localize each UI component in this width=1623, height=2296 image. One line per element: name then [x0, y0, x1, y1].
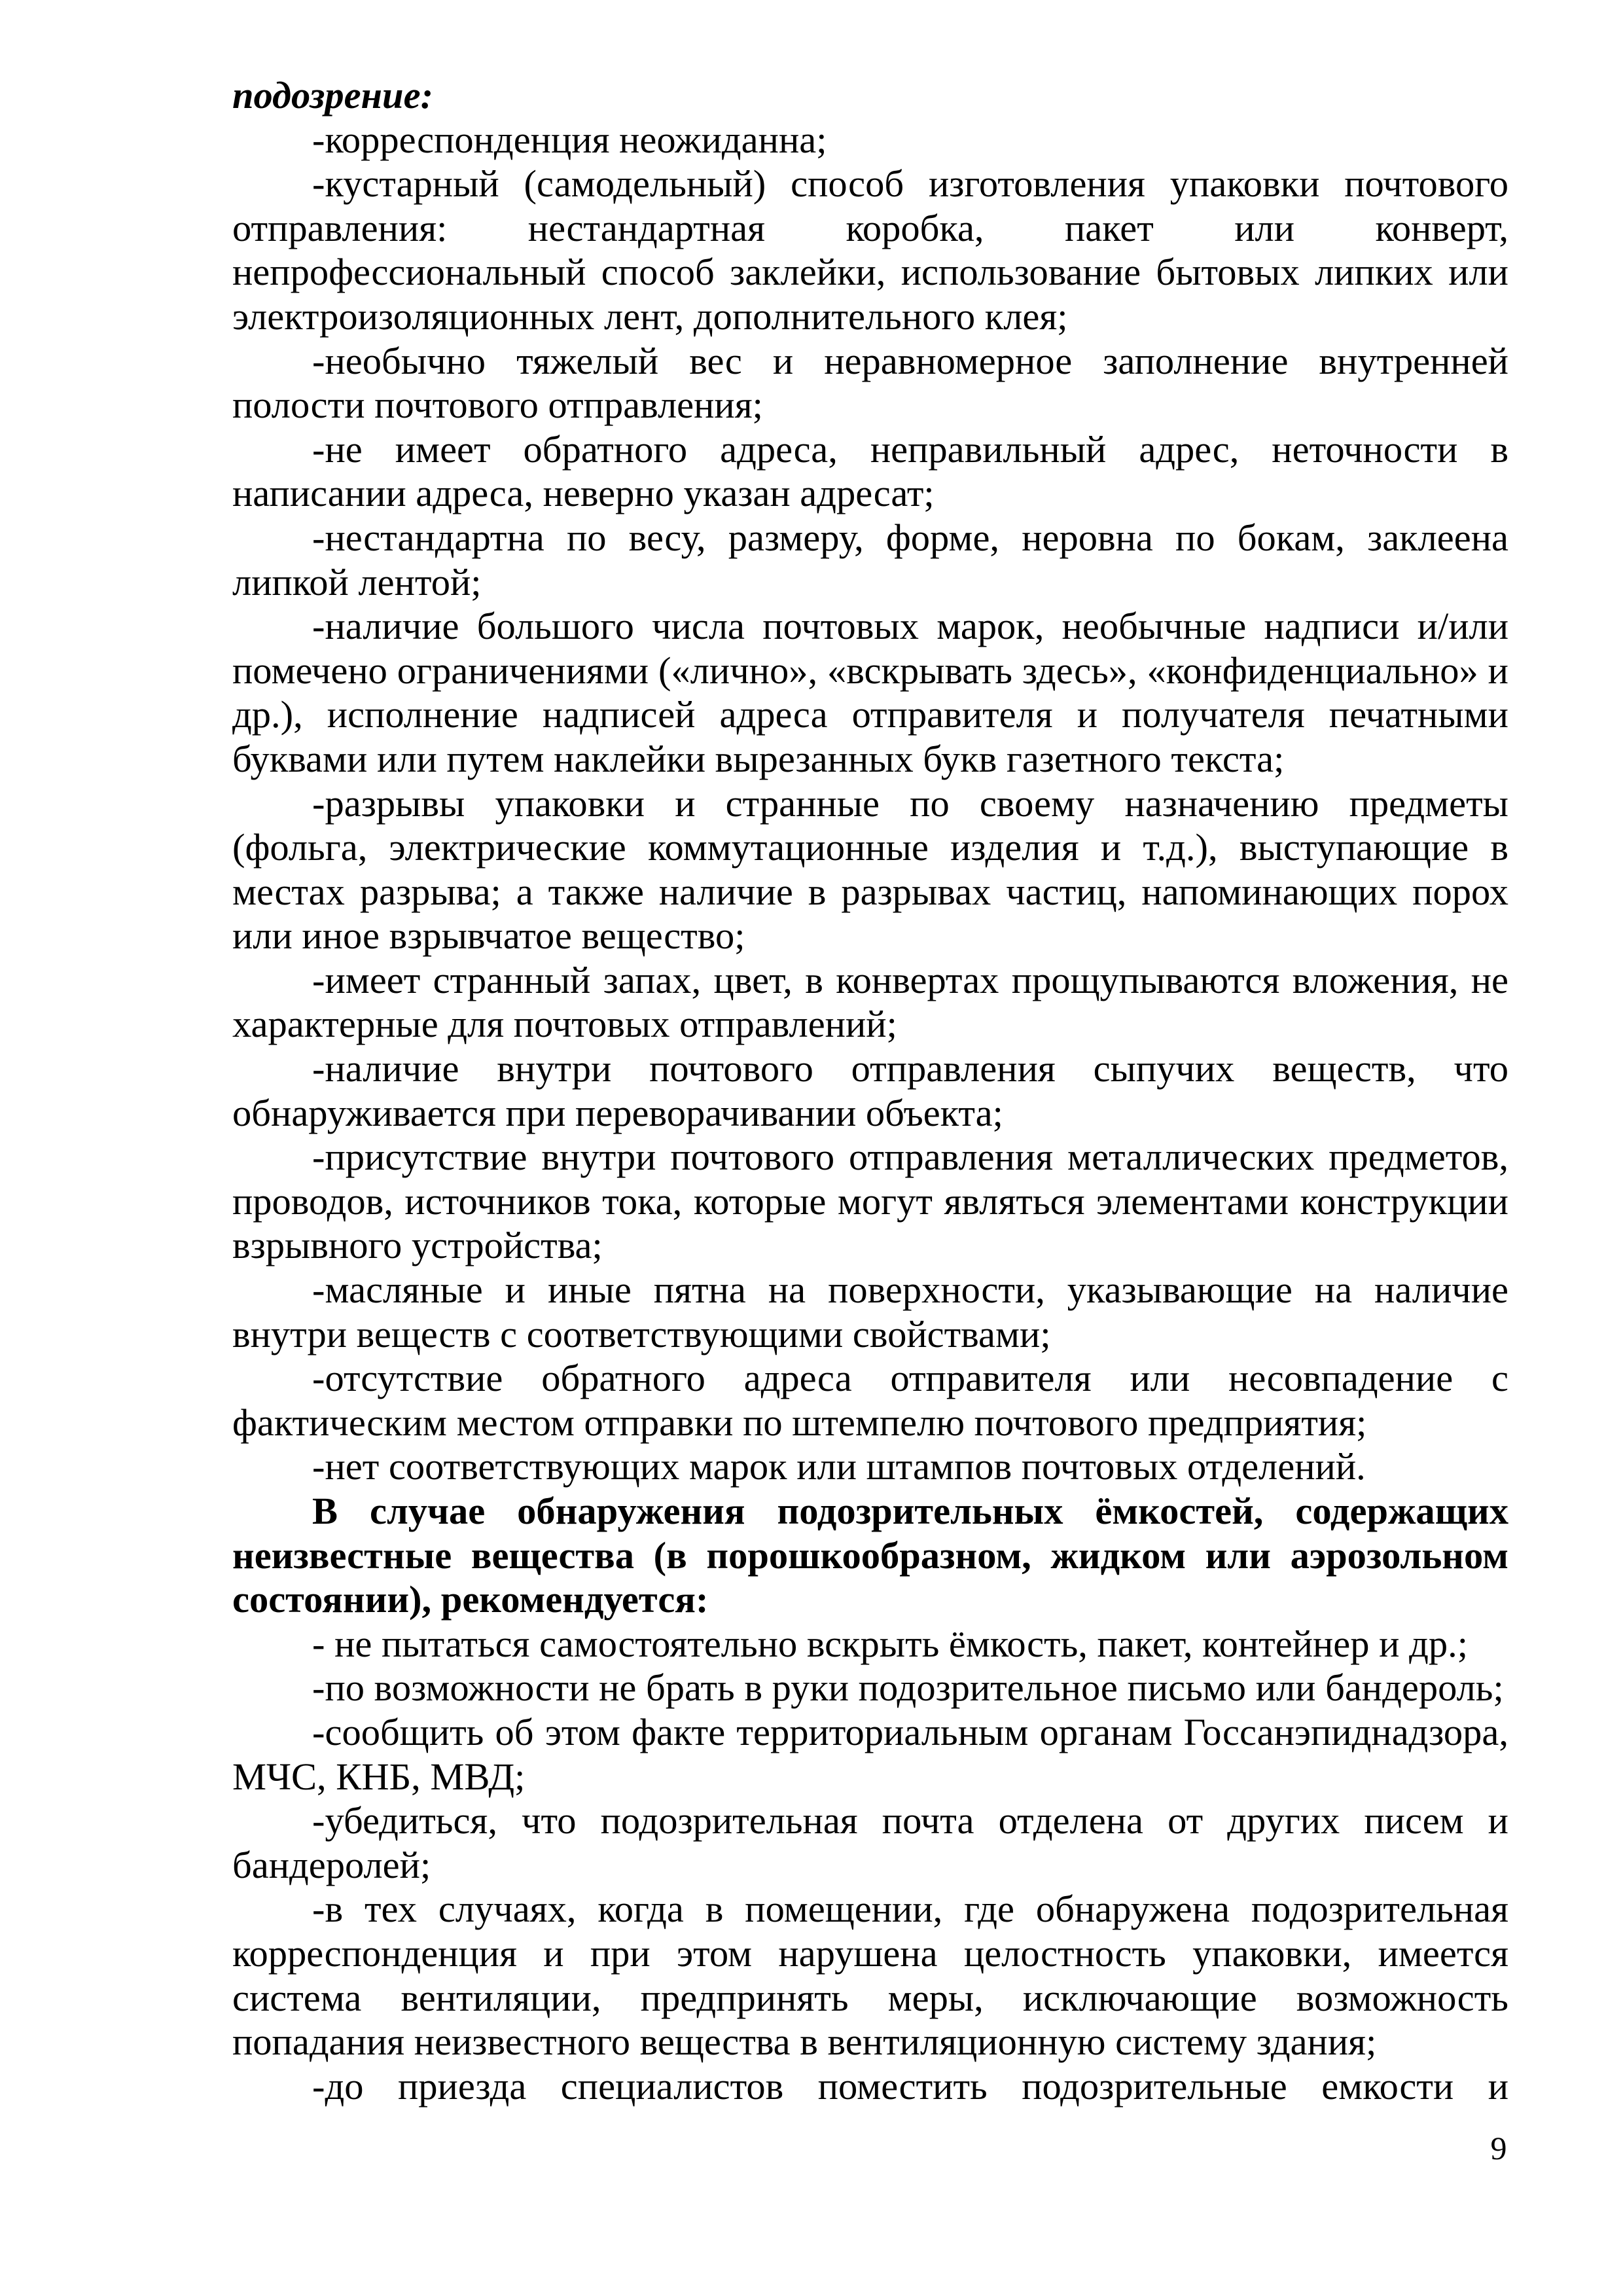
recommendations-list [232, 1622, 1508, 2109]
list-item: -отсутствие обратного адреса отправителя или несовпадение с фактическим местом отправки по штемпелю почтового предприятия; [232, 1357, 1508, 1444]
recommendation-heading: В случае обнаружения подозрительных ёмкостей, содержащих неизвестные вещества (в порошкообразном, жидком или аэрозольном состоянии), рекомендуется: [232, 1490, 1508, 1621]
list-item: -по возможности не брать в руки подозрительное письмо или бандероль; [312, 1666, 1504, 1710]
list-item: -до приезда специалистов поместить подозрительные емкости и [312, 2064, 1508, 2108]
section-heading: подозрение: [232, 74, 434, 117]
list-item: - не пытаться самостоятельно вскрыть ёмкость, пакет, контейнер и др.; [312, 1622, 1468, 1665]
list-item: -не имеет обратного адреса, неправильный адрес, неточности в написании адреса, неверно указан адресат; [232, 427, 1508, 515]
list-item: -наличие внутри почтового отправления сыпучих веществ, что обнаруживается при переворачивании объекта; [232, 1047, 1508, 1134]
list-item: -убедиться, что подозрительная почта отделена от других писем и бандеролей; [232, 1799, 1508, 1886]
list-item: -имеет странный запах, цвет, в конвертах прощупываются вложения, не характерные для почтовых отправлений; [232, 958, 1508, 1046]
list-item: -масляные и иные пятна на поверхности, указывающие на наличие внутри веществ с соответствующими свойствами; [232, 1268, 1508, 1355]
list-item: -присутствие внутри почтового отправления металлических предметов, проводов, источников тока, которые могут являться элементами конструкции взрывного устройства; [232, 1136, 1508, 1267]
signs-list [232, 118, 1508, 1489]
list-item: -сообщить об этом факте территориальным органам Госсанэпиднадзора, МЧС, КНБ, МВД; [232, 1710, 1508, 1798]
list-item: -кустарный (самодельный) способ изготовления упаковки почтового отправления: нестандартная коробка, пакет или конверт, непрофессиональный способ заклейки, использование бытовых липких или электроизоляционных лент, дополнительного клея; [232, 162, 1508, 338]
list-item: -разрывы упаковки и странные по своему назначению предметы (фольга, электрические коммутационные изделия и т.д.), выступающие в местах разрыва; а также наличие в разрывах частиц, напоминающих порох или иное взрывчатое вещество; [232, 781, 1508, 958]
page-body [232, 73, 1508, 2108]
list-item: -необычно тяжелый вес и неравномерное заполнение внутренней полости почтового отправления; [232, 339, 1508, 427]
list-item: -наличие большого числа почтовых марок, необычные надписи и/или помечено ограничениями («лично», «вскрывать здесь», «конфиденциально» и др.), исполнение надписей адреса отправителя и получателя печатными буквами или путем наклейки вырезанных букв газетного текста; [232, 605, 1508, 780]
list-item: -в тех случаях, когда в помещении, где обнаружена подозрительная корреспонденция и при этом нарушена целостность упаковки, имеется система вентиляции, предпринять меры, исключающие возможность попадания неизвестного вещества в вентиляционную систему здания; [232, 1888, 1508, 2064]
list-item: -нет соответствующих марок или штампов почтовых отделений. [312, 1445, 1366, 1488]
list-item: -нестандартна по весу, размеру, форме, неровна по бокам, заклеена липкой лентой; [232, 516, 1508, 603]
page-number: 9 [1490, 2130, 1507, 2166]
list-item: -корреспонденция неожиданна; [312, 118, 827, 161]
